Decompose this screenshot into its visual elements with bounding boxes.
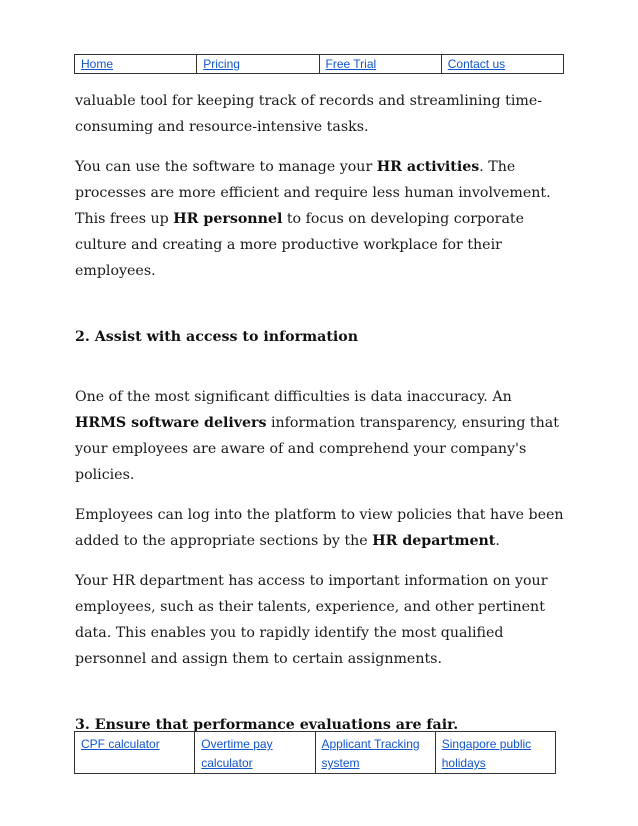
cpf-calculator-link[interactable]: CPF calculator bbox=[81, 737, 160, 751]
text-run: You can use the software to manage your bbox=[75, 159, 377, 175]
bottom-nav-table bbox=[74, 731, 556, 774]
paragraph-hr-activities bbox=[75, 154, 565, 284]
text-run: information transparency, ensuring that your employees are aware of and comprehend your company's policies. bbox=[75, 415, 559, 483]
bottom-nav-row bbox=[75, 732, 556, 774]
bottom-nav-cell-holidays bbox=[435, 732, 555, 774]
paragraph-intro: valuable tool for keeping track of records and streamlining time-consuming and resource-intensive tasks. bbox=[75, 93, 543, 135]
bottom-nav-cell-overtime bbox=[195, 732, 315, 774]
top-nav-table bbox=[74, 54, 564, 74]
bold-hrms-software: HRMS software delivers bbox=[75, 415, 267, 431]
bottom-nav-cell-cpf bbox=[75, 732, 195, 774]
top-nav-cell-home bbox=[75, 55, 197, 74]
section-heading-3: 3. Ensure that performance evaluations are fair. bbox=[75, 717, 459, 733]
overtime-pay-calculator-link[interactable]: Overtime pay calculator bbox=[201, 737, 273, 770]
article-body bbox=[75, 88, 565, 738]
pricing-link[interactable]: Pricing bbox=[203, 57, 240, 71]
singapore-public-holidays-link[interactable]: Singapore public holidays bbox=[441, 737, 532, 770]
top-nav-cell-contact bbox=[441, 55, 563, 74]
paragraph-employee-login bbox=[75, 502, 565, 554]
top-nav-cell-free-trial bbox=[319, 55, 441, 74]
home-link[interactable]: Home bbox=[81, 57, 114, 71]
paragraph-data-inaccuracy bbox=[75, 384, 565, 488]
paragraph-hr-access: Your HR department has access to important information on your employees, such as their talents, experience, and other pertinent data. This enables you to rapidly identify the most qualified personnel and assign them to certain assignments. bbox=[75, 573, 548, 667]
top-nav-cell-pricing bbox=[197, 55, 319, 74]
text-run: . bbox=[495, 533, 500, 549]
text-run: One of the most significant difficulties is data inaccuracy. An bbox=[75, 389, 512, 405]
text-run: Employees can log into the platform to view policies that have been added to the appropriate sections by the bbox=[75, 507, 564, 549]
text-run: . The processes are more efficient and require less human involvement. This frees up bbox=[75, 159, 551, 227]
contact-us-link[interactable]: Contact us bbox=[447, 57, 506, 71]
bold-hr-department: HR department bbox=[372, 533, 496, 549]
applicant-tracking-system-link[interactable]: Applicant Tracking system bbox=[321, 737, 420, 770]
section-heading-2: 2. Assist with access to information bbox=[75, 329, 359, 345]
top-nav-row bbox=[75, 55, 564, 74]
bottom-nav-cell-ats bbox=[315, 732, 435, 774]
bold-hr-activities: HR activities bbox=[376, 159, 480, 175]
text-run: to focus on developing corporate culture and creating a more productive workplace for their employees. bbox=[75, 211, 525, 279]
free-trial-link[interactable]: Free Trial bbox=[325, 57, 377, 71]
bold-hr-personnel: HR personnel bbox=[173, 211, 283, 227]
